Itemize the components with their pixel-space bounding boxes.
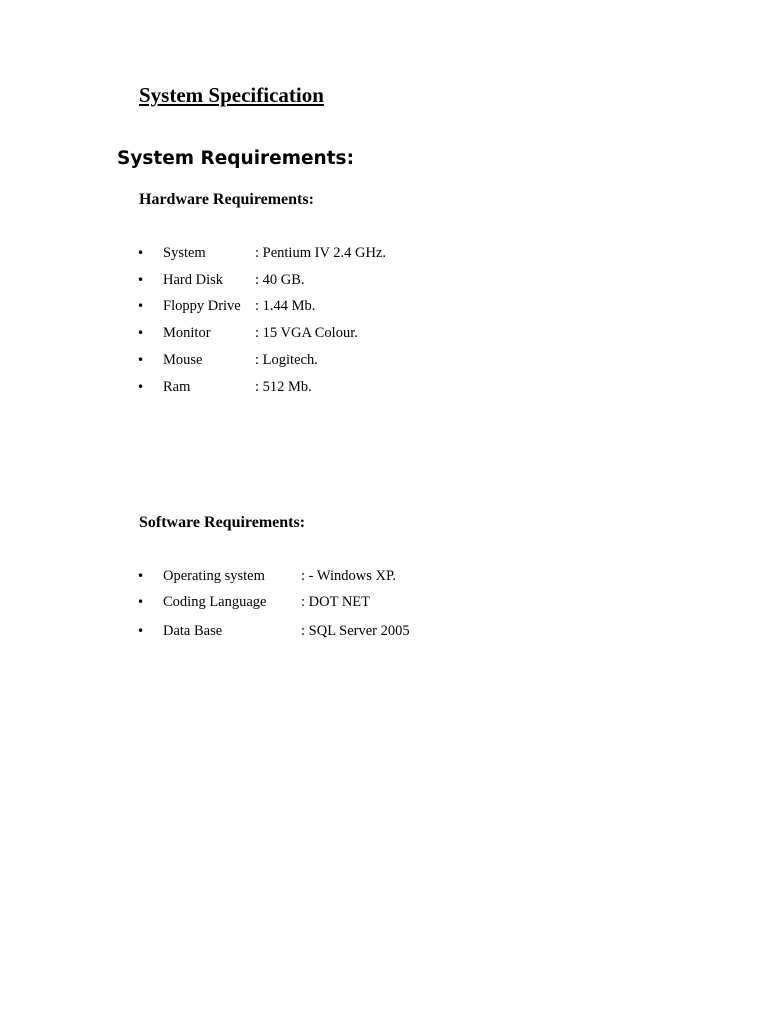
document-title: System Specification [139,83,324,107]
software-item-value: : DOT NET [301,594,371,610]
software-item-label: Operating system [163,568,265,584]
bullet-icon: • [137,595,145,609]
hardware-item-label: System [163,245,206,261]
bullet-icon: • [137,380,145,394]
hardware-item-value: : Pentium IV 2.4 GHz. [255,245,387,261]
hardware-item-value: : 40 GB. [255,272,305,288]
hardware-item-label: Monitor [163,325,211,341]
software-item-value: : - Windows XP. [301,568,397,584]
software-item-label: Data Base [163,623,223,639]
software-item-label: Coding Language [163,594,267,610]
hardware-item-value: : Logitech. [255,352,318,368]
bullet-icon: • [137,273,145,287]
hardware-item-value: : 1.44 Mb. [255,298,316,314]
system-requirements-heading: System Requirements: [117,148,354,169]
hardware-item-label: Floppy Drive [163,298,241,314]
hardware-requirements-heading: Hardware Requirements: [139,191,314,208]
hardware-item-label: Mouse [163,352,203,368]
bullet-icon: • [137,246,145,260]
hardware-item-value: : 15 VGA Colour. [255,325,358,341]
software-item-value: : SQL Server 2005 [301,623,410,639]
software-requirements-heading: Software Requirements: [139,514,306,531]
hardware-item-label: Hard Disk [163,272,224,288]
hardware-item-label: Ram [163,379,191,395]
bullet-icon: • [137,326,145,340]
hardware-item-value: : 512 Mb. [255,379,312,395]
bullet-icon: • [137,569,145,583]
bullet-icon: • [137,353,145,367]
bullet-icon: • [137,299,145,313]
bullet-icon: • [137,624,145,638]
